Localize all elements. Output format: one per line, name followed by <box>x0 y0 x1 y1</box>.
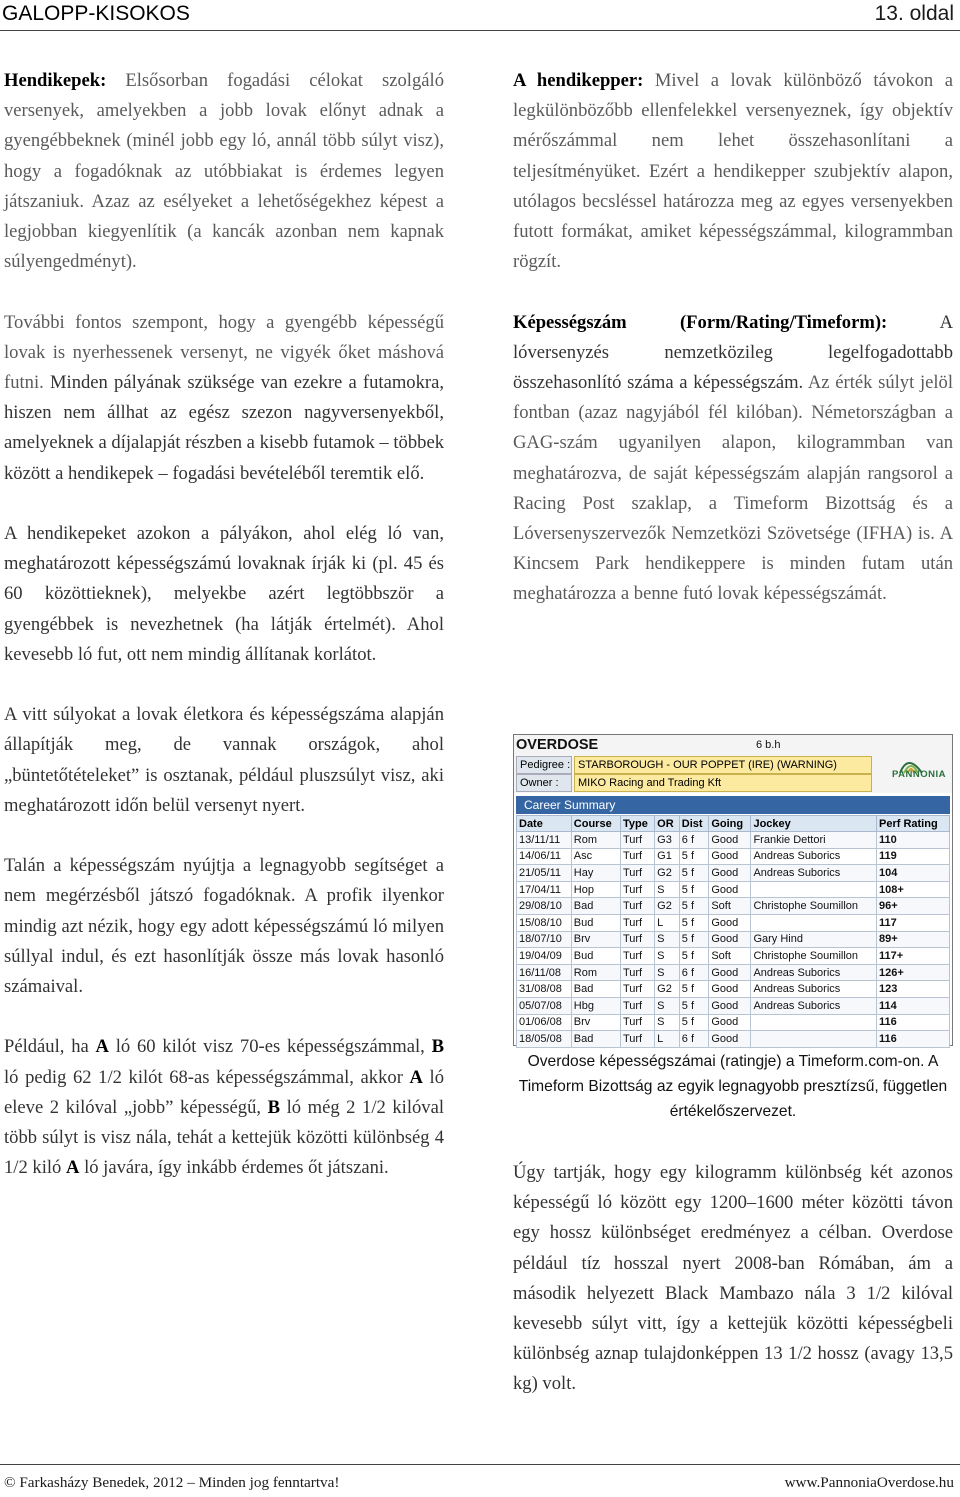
table-cell: Christophe Soumillon <box>751 948 877 965</box>
header-divider <box>0 30 960 31</box>
table-cell: Good <box>709 914 751 931</box>
table-row <box>517 931 950 948</box>
table-cell: Good <box>709 881 751 898</box>
owner-value: MIKO Racing and Trading Kft <box>574 774 872 792</box>
career-table-body <box>517 832 950 1048</box>
table-cell: 117 <box>876 914 949 931</box>
career-col-header: OR <box>655 816 680 832</box>
career-col-header: Perf Rating <box>876 816 949 832</box>
table-cell: Turf <box>620 865 654 882</box>
table-cell: Bud <box>571 948 620 965</box>
pedigree-row <box>516 756 872 772</box>
table-row <box>517 865 950 882</box>
table-cell: 108+ <box>876 881 949 898</box>
table-cell: Rom <box>571 832 620 849</box>
table-cell: 96+ <box>876 898 949 915</box>
table-cell <box>751 1031 877 1048</box>
owner-row <box>516 774 872 790</box>
table-cell: Bad <box>571 981 620 998</box>
table-cell: 29/08/10 <box>517 898 572 915</box>
document-title: GALOPP-KISOKOS <box>2 2 190 25</box>
table-cell: S <box>655 931 680 948</box>
table-cell: 5 f <box>679 914 709 931</box>
career-col-header: Date <box>517 816 572 832</box>
table-cell: Bad <box>571 898 620 915</box>
table-cell: G2 <box>655 865 680 882</box>
table-cell: Andreas Suborics <box>751 964 877 981</box>
table-cell: Turf <box>620 1031 654 1048</box>
table-row <box>517 948 950 965</box>
timeform-figure <box>513 734 953 1046</box>
table-cell: Hbg <box>571 997 620 1014</box>
pedigree-label: Pedigree : <box>516 756 572 774</box>
table-cell: Good <box>709 865 751 882</box>
table-cell: G2 <box>655 898 680 915</box>
table-cell: Turf <box>620 931 654 948</box>
horse-name: OVERDOSE <box>516 737 599 753</box>
table-cell: Turf <box>620 997 654 1014</box>
logo-text: PANNONIA <box>892 769 946 780</box>
paragraph-gyengebb: További fontos szempont, hogy a gyengébb képességű lovak is nyerhessenek versenyt, ne vigyék őket máshová futni. Minden pályának szüksége van ezekre a futamokra, hiszen nem állhat az egész szezon nagyversenyekből, amelyeknek a díjalapját részben a kisebb futamok – többek között a hendikepek – fogadási bevételéből teremtik elő. <box>4 311 444 484</box>
table-cell: Gary Hind <box>751 931 877 948</box>
table-row <box>517 881 950 898</box>
career-col-header: Jockey <box>751 816 877 832</box>
owner-label: Owner : <box>516 774 572 792</box>
table-cell <box>751 914 877 931</box>
table-cell: 05/07/08 <box>517 997 572 1014</box>
paragraph-kepessegszam: Képességszám (Form/Rating/Timeform): A lóversenyzés nemzetközileg legelfogadottabb összehasonlító száma a képességszám. Az érték súlyt jelöl fontban (azaz nagyjából fél kilóban). Németországban a GAG-szám ugyanilyen alapon, kilogrammban van meghatározva, de saját képességszám alapján rangsorol a Racing Post szaklap, a Timeform Bizottság és a Lóversenyszervezők Nemzetközi Szövetsége (IFHA) is. A Kincsem Park hendikeppere is minden futam után meghatározza a benne futó lovak képességszámát. <box>513 311 954 605</box>
table-cell: G3 <box>655 832 680 849</box>
table-cell: L <box>655 914 680 931</box>
career-col-header: Course <box>571 816 620 832</box>
table-cell: Good <box>709 848 751 865</box>
page-footer <box>4 1474 954 1492</box>
horse-info-panel <box>514 735 952 793</box>
table-cell: 5 f <box>679 898 709 915</box>
table-cell: 18/07/10 <box>517 931 572 948</box>
career-table <box>516 815 950 1048</box>
table-cell: Hop <box>571 881 620 898</box>
table-cell: Good <box>709 832 751 849</box>
table-cell: 6 f <box>679 1031 709 1048</box>
table-cell: Good <box>709 981 751 998</box>
table-cell: Turf <box>620 914 654 931</box>
table-cell: 31/08/08 <box>517 981 572 998</box>
table-cell: 13/11/11 <box>517 832 572 849</box>
page-number: 13. oldal <box>874 2 954 25</box>
table-cell <box>751 881 877 898</box>
right-column-bottom <box>513 1158 953 1430</box>
table-cell: 5 f <box>679 848 709 865</box>
table-cell: Turf <box>620 832 654 849</box>
table-row <box>517 997 950 1014</box>
table-cell: G1 <box>655 848 680 865</box>
career-table-header <box>517 816 950 832</box>
table-cell: 126+ <box>876 964 949 981</box>
copyright: © Farkasházy Benedek, 2012 – Minden jog fenntartva! <box>4 1474 340 1491</box>
table-cell: G2 <box>655 981 680 998</box>
table-cell: Turf <box>620 948 654 965</box>
table-cell: L <box>655 1031 680 1048</box>
table-cell: 17/04/11 <box>517 881 572 898</box>
paragraph-pelda: Például, ha A ló 60 kilót visz 70-es képességszámmal, B ló pedig 62 1/2 kilót 68-as képességszámmal, akkor A ló eleve 2 kilóval „jobb” képességű, B ló még 2 1/2 kilóval több súlyt is visz nála, tehát a kettejük közötti különbség 4 1/2 kiló A ló javára, így inkább érdemes őt játszani. <box>4 1036 445 1179</box>
table-cell: Andreas Suborics <box>751 997 877 1014</box>
term-hendikepek: Hendikepek: <box>4 70 107 91</box>
table-cell: Brv <box>571 931 620 948</box>
career-summary-bar: Career Summary <box>516 796 950 814</box>
table-cell: 110 <box>876 832 949 849</box>
table-cell: Andreas Suborics <box>751 981 877 998</box>
table-cell: 5 f <box>679 881 709 898</box>
table-row <box>517 964 950 981</box>
footer-divider <box>0 1464 960 1465</box>
table-cell: 117+ <box>876 948 949 965</box>
table-cell: 19/04/09 <box>517 948 572 965</box>
table-cell: 89+ <box>876 931 949 948</box>
paragraph-sulyok: A vitt súlyokat a lovak életkora és képességszáma alapján állapítják meg, de vannak országok, ahol „büntetőtételeket” is osztanak, például pluszsúlyt visz, aki meghatározott időn belül versenyt nyert. <box>4 704 444 816</box>
table-cell: Christophe Soumillon <box>751 898 877 915</box>
paragraph-palyak: A hendikepeket azokon a pályákon, ahol elég ló van, meghatározott képességszámú lovaknak írják ki (pl. 45 és 60 közöttieknek), melyekbe azért legtöbbször a gyengébbek is nevezhetnek (ha látják értelmét). Ahol kevesebb ló fut, ott nem mindig állítanak korlátot. <box>4 523 444 665</box>
paragraph-kilogramm: Úgy tartják, hogy egy kilogramm különbség két azonos képességű ló között egy 1200–1600 méter közötti távon egy hossz különbséget eredményez a célban. Overdose például tíz hosszal nyert 2008-ban Rómában, ám a második helyezett Black Mambazo nála 3 1/2 kilóval kevesebb súlyt vitt, így a kettejük közötti képességbeli különbség aznap tulajdonképpen 13 1/2 hossz (avagy 13,5 kg) volt. <box>513 1162 953 1395</box>
table-cell: Turf <box>620 898 654 915</box>
table-cell: 5 f <box>679 997 709 1014</box>
table-cell: 116 <box>876 1014 949 1031</box>
table-row <box>517 1014 950 1031</box>
table-cell: Turf <box>620 964 654 981</box>
table-row <box>517 832 950 849</box>
term-hendikepper: A hendikepper: <box>513 70 644 91</box>
right-column <box>513 66 953 640</box>
table-cell: 5 f <box>679 948 709 965</box>
table-cell: Andreas Suborics <box>751 865 877 882</box>
term-kepessegszam: Képességszám (Form/Rating/Timeform): <box>513 311 888 333</box>
table-cell: Soft <box>709 948 751 965</box>
table-row <box>517 914 950 931</box>
table-cell: 16/11/08 <box>517 964 572 981</box>
paragraph-hendikepek: Hendikepek: Elsősorban fogadási célokat szolgáló versenyek, amelyekben a jobb lovak előnyt adnak a gyengébbeknek (minél jobb egy ló, annál több súlyt visz), hogy a fogadóknak az utóbbiakat is érdemes legyen játszaniuk. Azaz az esélyeket a lehetőségekhez képest a legjobban kiegyenlítik (a kancák azonban nem kapnak súlyengedményt). <box>4 70 444 273</box>
left-column <box>4 66 444 1214</box>
career-col-header: Type <box>620 816 654 832</box>
paragraph-kepessegszam-segitseg: Talán a képességszám nyújtja a legnagyobb segítséget a nem megérzésből játszó fogadóknak. A profik ilyenkor mindig azt nézik, hogy egy adott képességszámú ló milyen súllyal indul, és ezt hasonlítják össze más lovak hasonló számaival. <box>4 855 444 998</box>
table-cell: 104 <box>876 865 949 882</box>
table-cell: 5 f <box>679 1014 709 1031</box>
table-cell: 5 f <box>679 931 709 948</box>
table-cell: Good <box>709 964 751 981</box>
table-row <box>517 898 950 915</box>
table-cell: 123 <box>876 981 949 998</box>
table-cell: Hay <box>571 865 620 882</box>
table-cell: 18/05/08 <box>517 1031 572 1048</box>
table-cell: Turf <box>620 981 654 998</box>
table-cell: S <box>655 997 680 1014</box>
table-cell: Turf <box>620 848 654 865</box>
table-cell: 14/06/11 <box>517 848 572 865</box>
table-row <box>517 1031 950 1048</box>
career-col-header: Going <box>709 816 751 832</box>
table-cell: Soft <box>709 898 751 915</box>
table-cell: Good <box>709 931 751 948</box>
table-cell: Turf <box>620 881 654 898</box>
table-cell: Good <box>709 997 751 1014</box>
table-cell: S <box>655 948 680 965</box>
horse-age: 6 b.h <box>756 739 781 751</box>
paragraph-hendikepper: A hendikepper: Mivel a lovak különböző távokon a legkülönbözőbb ellenfelekkel versenyeznek, így objektív mérőszámmal nem lehet összehasonlítani a teljesítményüket. Ezért a hendikepper szubjektív alapon, utólagos becsléssel határozza meg az egyes versenyekben futott formákat, amiket képességszámmal, kilogrammban rögzít. <box>513 70 953 273</box>
figure-caption: Overdose képességszámai (ratingje) a Timeform.com-on. A Timeform Bizottság az egyik legnagyobb presztízsű, független értékelőszervezet. <box>518 1053 948 1120</box>
table-cell: 119 <box>876 848 949 865</box>
table-cell: Good <box>709 1031 751 1048</box>
table-cell: 5 f <box>679 865 709 882</box>
table-cell: Asc <box>571 848 620 865</box>
table-row <box>517 981 950 998</box>
table-cell: Rom <box>571 964 620 981</box>
website-link[interactable]: www.PannoniaOverdose.hu <box>784 1474 954 1491</box>
table-cell: 114 <box>876 997 949 1014</box>
table-cell: Brv <box>571 1014 620 1031</box>
table-row <box>517 848 950 865</box>
table-cell: 6 f <box>679 964 709 981</box>
table-cell: 6 f <box>679 832 709 849</box>
table-cell: S <box>655 1014 680 1031</box>
career-col-header: Dist <box>679 816 709 832</box>
table-cell: Frankie Dettori <box>751 832 877 849</box>
table-cell: Bud <box>571 914 620 931</box>
table-cell: 21/05/11 <box>517 865 572 882</box>
table-cell: 116 <box>876 1031 949 1048</box>
page-header <box>0 0 960 28</box>
table-cell: Turf <box>620 1014 654 1031</box>
table-cell: 15/08/10 <box>517 914 572 931</box>
pedigree-value: STARBOROUGH - OUR POPPET (IRE) (WARNING) <box>574 756 872 774</box>
table-cell <box>751 1014 877 1031</box>
table-cell: Good <box>709 1014 751 1031</box>
table-cell: Bad <box>571 1031 620 1048</box>
table-cell: 01/06/08 <box>517 1014 572 1031</box>
table-cell: S <box>655 881 680 898</box>
table-cell: Andreas Suborics <box>751 848 877 865</box>
table-cell: S <box>655 964 680 981</box>
table-cell: 5 f <box>679 981 709 998</box>
